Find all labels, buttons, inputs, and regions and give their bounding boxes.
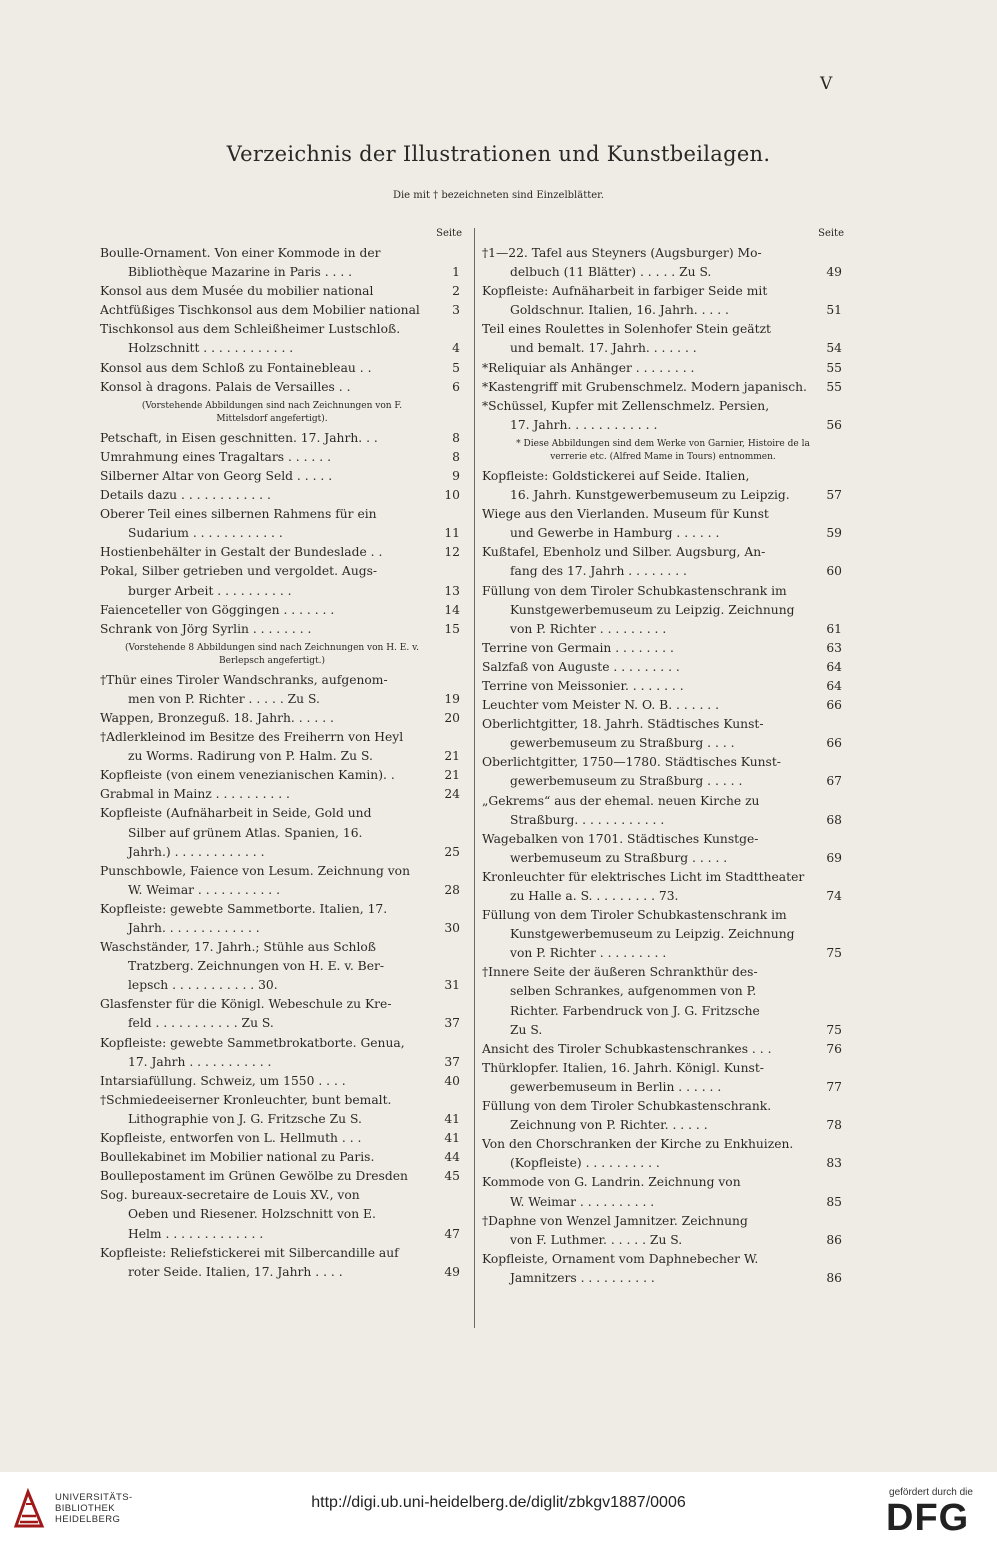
entry-text-line: und bemalt. 17. Jahrh. . . . . . .: [510, 341, 697, 356]
entry-text-line: lepsch . . . . . . . . . . . 30.: [128, 978, 278, 993]
entry-text-line: Oberer Teil eines silbernen Rahmens für ein: [100, 507, 377, 522]
toc-entry: [100, 1148, 472, 1167]
toc-entry: [100, 620, 472, 639]
entry-text-line: Zeichnung von P. Richter. . . . . .: [510, 1118, 708, 1133]
entry-page-number: 5: [452, 360, 460, 375]
entry-text-line: Petschaft, in Eisen geschnitten. 17. Jahrh. . .: [100, 430, 378, 445]
entry-page-number: 2: [452, 284, 460, 299]
entry-page-number: 78: [826, 1118, 842, 1133]
entry-text-line: Grabmal in Mainz . . . . . . . . . .: [100, 787, 290, 802]
entry-page-number: 47: [444, 1226, 460, 1241]
entry-text-line: †Adlerkleinod im Besitze des Freiherrn von Heyl: [100, 730, 404, 745]
entry-text-line: 17. Jahrh. . . . . . . . . . . .: [510, 417, 658, 432]
entry-page-number: 3: [452, 303, 460, 318]
toc-entry: [482, 582, 854, 639]
entry-note: (Vorstehende Abbildungen sind nach Zeichnungen von F. Mittelsdorf angefertigt).: [141, 400, 403, 424]
entry-note: (Vorstehende 8 Abbildungen sind nach Zeichnungen von H. E. v. Berlepsch angefertigt.): [125, 642, 419, 666]
entry-text-line: selben Schrankes, aufgenommen von P.: [510, 984, 757, 999]
left-column: [100, 226, 472, 1282]
toc-entry: [100, 1167, 472, 1186]
toc-entry: [482, 677, 854, 696]
toc-entry: [100, 1091, 472, 1129]
funding-note: gefördert durch die: [889, 1487, 973, 1498]
entry-page-number: 20: [444, 710, 460, 725]
entry-text-line: Straßburg. . . . . . . . . . . .: [510, 812, 665, 827]
toc-entry: [100, 804, 472, 861]
toc-entry: [482, 1250, 854, 1288]
toc-entry: [100, 301, 472, 320]
entry-text-line: Salzfaß von Auguste . . . . . . . . .: [482, 659, 680, 674]
toc-entry: [100, 486, 472, 505]
entry-text-line: Silberner Altar von Georg Seld . . . . .: [100, 468, 333, 483]
toc-entry: [100, 320, 472, 358]
entry-page-number: 9: [452, 468, 460, 483]
toc-entry: [482, 1212, 854, 1250]
toc-entry: [482, 963, 854, 1039]
toc-entry: [100, 282, 472, 301]
entry-text-line: Pokal, Silber getrieben und vergoldet. Augs-: [100, 564, 378, 579]
toc-entry: [100, 1034, 472, 1072]
entry-page-number: 44: [444, 1150, 460, 1165]
entry-page-number: 49: [826, 265, 842, 280]
entry-text-line: Jamnitzers . . . . . . . . . .: [510, 1270, 655, 1285]
entry-text-line: Punschbowle, Faience von Lesum. Zeichnung von: [100, 863, 410, 878]
entry-text-line: Boullepostament im Grünen Gewölbe zu Dresden: [100, 1169, 408, 1184]
entry-page-number: 51: [826, 303, 842, 318]
entry-page-number: 74: [826, 889, 842, 903]
entry-text-line: Glasfenster für die Königl. Webeschule zu Kre-: [100, 997, 392, 1012]
entry-page-number: 21: [444, 768, 460, 783]
toc-entry: [100, 505, 472, 543]
entry-page-number: 66: [826, 698, 842, 713]
entry-page-number: 30: [444, 921, 460, 935]
toc-entry: [482, 1097, 854, 1135]
entry-page-number: 67: [826, 774, 842, 789]
entry-page-number: 75: [826, 1022, 842, 1037]
entry-page-number: 4: [452, 341, 460, 356]
entry-page-number: 15: [444, 621, 460, 636]
entry-page-number: 28: [444, 882, 460, 897]
toc-entry: [100, 562, 472, 600]
entry-text-line: 17. Jahrh . . . . . . . . . . .: [128, 1054, 272, 1069]
entry-text-line: Intarsiafüllung. Schweiz, um 1550 . . . .: [100, 1073, 346, 1088]
page-title: Verzeichnis der Illustrationen und Kunstbeilagen.: [226, 142, 771, 166]
entry-text-line: Füllung von dem Tiroler Schubkastenschrank im: [482, 908, 787, 923]
entry-text-line: men von P. Richter . . . . . Zu S.: [128, 691, 320, 706]
entry-page-number: 6: [452, 379, 460, 394]
entry-page-number: 76: [826, 1041, 842, 1056]
toc-entry: [482, 467, 854, 505]
entry-text-line: Füllung von dem Tiroler Schubkastenschrank.: [482, 1099, 772, 1114]
toc-entry: [100, 671, 472, 709]
entry-page-number: 11: [444, 526, 460, 541]
entry-text-line: gewerbemuseum zu Straßburg . . . .: [510, 736, 735, 751]
toc-entry: [100, 709, 472, 728]
entry-text-line: Details dazu . . . . . . . . . . . .: [100, 488, 271, 503]
entry-text-line: †Innere Seite der äußeren Schrankthür des-: [482, 965, 758, 980]
entry-text-line: Goldschnur. Italien, 16. Jahrh. . . . .: [510, 303, 729, 318]
toc-entry: [482, 505, 854, 543]
entry-text-line: und Gewerbe in Hamburg . . . . . .: [510, 526, 720, 541]
entry-text-line: Jahrh.) . . . . . . . . . . . .: [128, 844, 265, 859]
entry-page-number: 49: [444, 1264, 460, 1279]
entry-page-number: 13: [444, 583, 460, 598]
entry-page-number: 31: [444, 978, 460, 993]
entry-page-number: 86: [826, 1232, 842, 1247]
entry-page-number: 75: [826, 946, 842, 961]
entry-text-line: Zu S.: [510, 1022, 543, 1037]
toc-entry: [100, 1186, 472, 1243]
entry-page-number: 56: [826, 417, 842, 432]
left-entry-list: [100, 244, 472, 1282]
entry-page-number: 64: [826, 659, 842, 674]
toc-entry: [482, 639, 854, 658]
entry-text-line: Terrine von Meissonier. . . . . . . .: [482, 678, 684, 693]
entry-text-line: werbemuseum zu Straßburg . . . . .: [510, 850, 728, 865]
entry-text-line: W. Weimar . . . . . . . . . .: [510, 1194, 655, 1209]
entry-text-line: zu Worms. Radirung von P. Halm. Zu S.: [128, 749, 373, 764]
entry-text-line: Achtfüßiges Tischkonsol aus dem Mobilier national: [100, 303, 420, 318]
entry-page-number: 59: [826, 526, 842, 541]
page-number: V: [820, 74, 833, 94]
entry-text-line: Kronleuchter für elektrisches Licht im Stadttheater: [482, 869, 805, 884]
entry-text-line: Kopfleiste, Ornament vom Daphnebecher W.: [482, 1251, 759, 1266]
entry-page-number: 37: [444, 1054, 460, 1069]
entry-page-number: 24: [444, 787, 460, 802]
entry-text-line: Kopfleiste, entworfen von L. Hellmuth . . .: [100, 1131, 362, 1146]
entry-text-line: Faienceteller von Göggingen . . . . . . .: [100, 602, 335, 617]
entry-text-line: Tischkonsol aus dem Schleißheimer Lustschloß.: [100, 322, 401, 337]
entry-text-line: Wagebalken von 1701. Städtisches Kunstge-: [482, 831, 759, 846]
entry-text-line: fang des 17. Jahrh . . . . . . . .: [510, 564, 687, 579]
toc-entry: [100, 766, 472, 785]
entry-text-line: feld . . . . . . . . . . . Zu S.: [128, 1016, 274, 1031]
entry-page-number: 40: [444, 1073, 460, 1088]
entry-note: * Diese Abbildungen sind dem Werke von Garnier, Histoire de la verrerie etc. (Alfred Mame in Tours) entnommen.: [516, 438, 810, 462]
toc-entry: [482, 753, 854, 791]
toc-entry: [482, 658, 854, 677]
entry-text-line: Kopfleiste: gewebte Sammetborte. Italien, 17.: [100, 901, 388, 916]
toc-entry: [100, 467, 472, 486]
entry-text-line: Kußtafel, Ebenholz und Silber. Augsburg, An-: [482, 545, 766, 560]
entry-page-number: 1: [452, 265, 460, 280]
toc-entry: [100, 359, 472, 378]
entry-text-line: Terrine von Germain . . . . . . . .: [482, 640, 674, 655]
entry-page-number: 37: [444, 1016, 460, 1031]
right-column: [482, 226, 854, 1288]
toc-entry: [482, 543, 854, 581]
entry-text-line: Konsol à dragons. Palais de Versailles . .: [100, 379, 351, 394]
toc-entry: [482, 282, 854, 320]
entry-text-line: 16. Jahrh. Kunstgewerbemuseum zu Leipzig.: [510, 488, 790, 503]
dfg-logo: DFG: [886, 1497, 970, 1539]
entry-text-line: †Schmiedeeiserner Kronleuchter, bunt bemalt.: [100, 1092, 392, 1107]
entry-text-line: von P. Richter . . . . . . . . .: [510, 946, 667, 961]
entry-text-line: von P. Richter . . . . . . . . .: [510, 621, 667, 636]
toc-entry: [482, 244, 854, 282]
entry-page-number: 55: [826, 360, 842, 375]
entry-page-number: 45: [444, 1169, 460, 1184]
entry-text-line: Füllung von dem Tiroler Schubkastenschrank im: [482, 583, 787, 598]
entry-text-line: Kopfleiste (von einem venezianischen Kamin). .: [100, 768, 395, 783]
entry-text-line: W. Weimar . . . . . . . . . . .: [128, 882, 281, 897]
entry-text-line: Lithographie von J. G. Fritzsche Zu S.: [128, 1111, 362, 1126]
entry-text-line: *Kastengriff mit Grubenschmelz. Modern japanisch.: [482, 379, 807, 394]
entry-text-line: delbuch (11 Blätter) . . . . . Zu S.: [510, 265, 712, 280]
entry-text-line: Jahrh. . . . . . . . . . . . .: [128, 921, 260, 935]
entry-text-line: Kopfleiste: Aufnäharbeit in farbiger Seide mit: [482, 284, 768, 299]
entry-page-number: 41: [444, 1131, 460, 1146]
entry-text-line: gewerbemuseum zu Straßburg . . . . .: [510, 774, 743, 789]
entry-page-number: 77: [826, 1079, 842, 1094]
toc-entry: [100, 448, 472, 467]
entry-text-line: Boullekabinet im Mobilier national zu Paris.: [100, 1150, 375, 1165]
entry-page-number: 61: [826, 621, 842, 636]
entry-text-line: Schrank von Jörg Syrlin . . . . . . . .: [100, 621, 312, 636]
right-column-header: Seite: [818, 228, 844, 239]
entry-text-line: Richter. Farbendruck von J. G. Fritzsche: [510, 1003, 760, 1018]
entry-text-line: Sog. bureaux-secretaire de Louis XV., von: [100, 1188, 360, 1203]
entry-page-number: 69: [826, 850, 842, 865]
toc-entry: [482, 830, 854, 868]
entry-text-line: Kunstgewerbemuseum zu Leipzig. Zeichnung: [510, 602, 795, 617]
toc-entry: [482, 1173, 854, 1211]
entry-text-line: Ansicht des Tiroler Schubkastenschrankes . . .: [482, 1041, 772, 1056]
entry-text-line: Leuchter vom Meister N. O. B. . . . . . .: [482, 698, 720, 713]
entry-text-line: †Daphne von Wenzel Jamnitzer. Zeichnung: [482, 1213, 748, 1228]
toc-entry: [100, 1072, 472, 1091]
entry-page-number: 12: [444, 545, 460, 560]
entry-page-number: 8: [452, 430, 460, 445]
entry-text-line: Holzschnitt . . . . . . . . . . . .: [128, 341, 294, 356]
entry-text-line: Kopfleiste (Aufnäharbeit in Seide, Gold und: [100, 806, 372, 821]
entry-text-line: Konsol aus dem Schloß zu Fontainebleau . .: [100, 360, 372, 375]
toc-entry: [100, 995, 472, 1033]
toc-entry: [482, 868, 854, 906]
source-url[interactable]: http://digi.ub.uni-heidelberg.de/diglit/zbkgv1887/0006: [311, 1494, 686, 1511]
entry-text-line: Tratzberg. Zeichnungen von H. E. v. Ber-: [128, 959, 385, 974]
toc-entry: [100, 429, 472, 448]
entry-text-line: Wappen, Bronzeguß. 18. Jahrh. . . . . .: [100, 710, 334, 725]
toc-entry: [100, 378, 472, 397]
entry-text-line: †Thür eines Tiroler Wandschranks, aufgenom-: [100, 672, 388, 687]
toc-entry: [482, 1040, 854, 1059]
entry-page-number: 64: [826, 678, 842, 693]
entry-page-number: 19: [444, 691, 460, 706]
toc-entry: [100, 785, 472, 804]
entry-page-number: 83: [826, 1156, 842, 1171]
entry-text-line: Oberlichtgitter, 18. Jahrh. Städtisches Kunst-: [482, 717, 764, 732]
entry-page-number: 8: [452, 449, 460, 464]
entry-text-line: Silber auf grünem Atlas. Spanien, 16.: [128, 825, 363, 840]
entry-page-number: 86: [826, 1270, 842, 1285]
toc-entry: [100, 938, 472, 995]
entry-text-line: Boulle-Ornament. Von einer Kommode in der: [100, 246, 381, 260]
entry-text-line: Kommode von G. Landrin. Zeichnung von: [482, 1175, 741, 1190]
toc-entry: [100, 728, 472, 766]
entry-text-line: Oeben und Riesener. Holzschnitt von E.: [128, 1207, 376, 1222]
entry-page-number: 41: [444, 1111, 460, 1126]
entry-text-line: Wiege aus den Vierlanden. Museum für Kunst: [482, 507, 769, 522]
library-name: UNIVERSITÄTS- BIBLIOTHEK HEIDELBERG: [55, 1492, 133, 1525]
entry-page-number: 68: [826, 812, 842, 827]
entry-text-line: zu Halle a. S. . . . . . . . . 73.: [510, 889, 679, 903]
toc-entry: [100, 900, 472, 938]
entry-text-line: Kopfleiste: Reliefstickerei mit Silbercandille auf: [100, 1245, 399, 1260]
entry-page-number: 55: [826, 379, 842, 394]
toc-entry: [482, 715, 854, 753]
toc-entry: [100, 244, 472, 282]
entry-text-line: Oberlichtgitter, 1750—1780. Städtisches Kunst-: [482, 755, 781, 770]
entry-page-number: 60: [826, 564, 842, 579]
entry-text-line: Kunstgewerbemuseum zu Leipzig. Zeichnung: [510, 927, 795, 942]
entry-text-line: Thürklopfer. Italien, 16. Jahrh. Königl. Kunst-: [482, 1060, 764, 1075]
right-entry-list: [482, 244, 854, 1288]
entry-text-line: Von den Chorschranken der Kirche zu Enkhuizen.: [482, 1137, 794, 1152]
entry-page-number: 14: [444, 602, 460, 617]
entry-text-line: von F. Luthmer. . . . . . Zu S.: [510, 1232, 683, 1247]
toc-entry: [482, 1135, 854, 1173]
entry-page-number: 57: [826, 488, 842, 503]
entry-text-line: burger Arbeit . . . . . . . . . .: [128, 583, 292, 598]
entry-text-line: „Gekrems“ aus der ehemal. neuen Kirche zu: [482, 793, 760, 808]
toc-entry: [482, 696, 854, 715]
entry-text-line: Kopfleiste: gewebte Sammetbrokatborte. Genua,: [100, 1035, 405, 1050]
entry-text-line: (Kopfleiste) . . . . . . . . . .: [510, 1156, 660, 1171]
entry-text-line: Hostienbehälter in Gestalt der Bundeslade . .: [100, 545, 383, 560]
toc-entry: [482, 1059, 854, 1097]
entry-page-number: 63: [826, 640, 842, 655]
entry-text-line: Teil eines Roulettes in Solenhofer Stein geätzt: [482, 322, 772, 337]
toc-entry: [100, 1129, 472, 1148]
entry-text-line: *Schüssel, Kupfer mit Zellenschmelz. Persien,: [482, 398, 770, 413]
toc-entry: [100, 543, 472, 562]
column-divider: [474, 228, 475, 1328]
toc-entry: [482, 906, 854, 963]
entry-text-line: Umrahmung eines Tragaltars . . . . . .: [100, 449, 331, 464]
entry-text-line: Konsol aus dem Musée du mobilier national: [100, 284, 374, 299]
entry-page-number: 10: [444, 488, 460, 503]
toc-entry: [100, 1244, 472, 1282]
entry-page-number: 85: [826, 1194, 842, 1209]
entry-text-line: Helm . . . . . . . . . . . . .: [128, 1226, 264, 1241]
entry-text-line: Waschständer, 17. Jahrh.; Stühle aus Schloß: [100, 940, 376, 955]
entry-text-line: Bibliothèque Mazarine in Paris . . . .: [128, 265, 353, 280]
entry-text-line: †1—22. Tafel aus Steyners (Augsburger) Mo-: [482, 246, 762, 260]
left-column-header: Seite: [436, 228, 462, 239]
entry-text-line: Kopfleiste: Goldstickerei auf Seide. Italien,: [482, 468, 750, 483]
entry-page-number: 25: [444, 844, 460, 859]
entry-page-number: 54: [826, 341, 842, 356]
entry-text-line: Sudarium . . . . . . . . . . . .: [128, 526, 283, 541]
entry-text-line: gewerbemuseum in Berlin . . . . . .: [510, 1079, 722, 1094]
toc-entry: [100, 601, 472, 620]
toc-entry: [482, 397, 854, 435]
entry-text-line: roter Seide. Italien, 17. Jahrh . . . .: [128, 1264, 343, 1279]
toc-entry: [482, 792, 854, 830]
entry-page-number: 66: [826, 736, 842, 751]
entry-page-number: 21: [444, 749, 460, 764]
toc-entry: [100, 862, 472, 900]
toc-entry: [482, 378, 854, 397]
entry-text-line: *Reliquiar als Anhänger . . . . . . . .: [482, 360, 695, 375]
toc-entry: [482, 320, 854, 358]
page-subtitle: Die mit † bezeichneten sind Einzelblätter.: [392, 190, 605, 201]
toc-entry: [482, 359, 854, 378]
